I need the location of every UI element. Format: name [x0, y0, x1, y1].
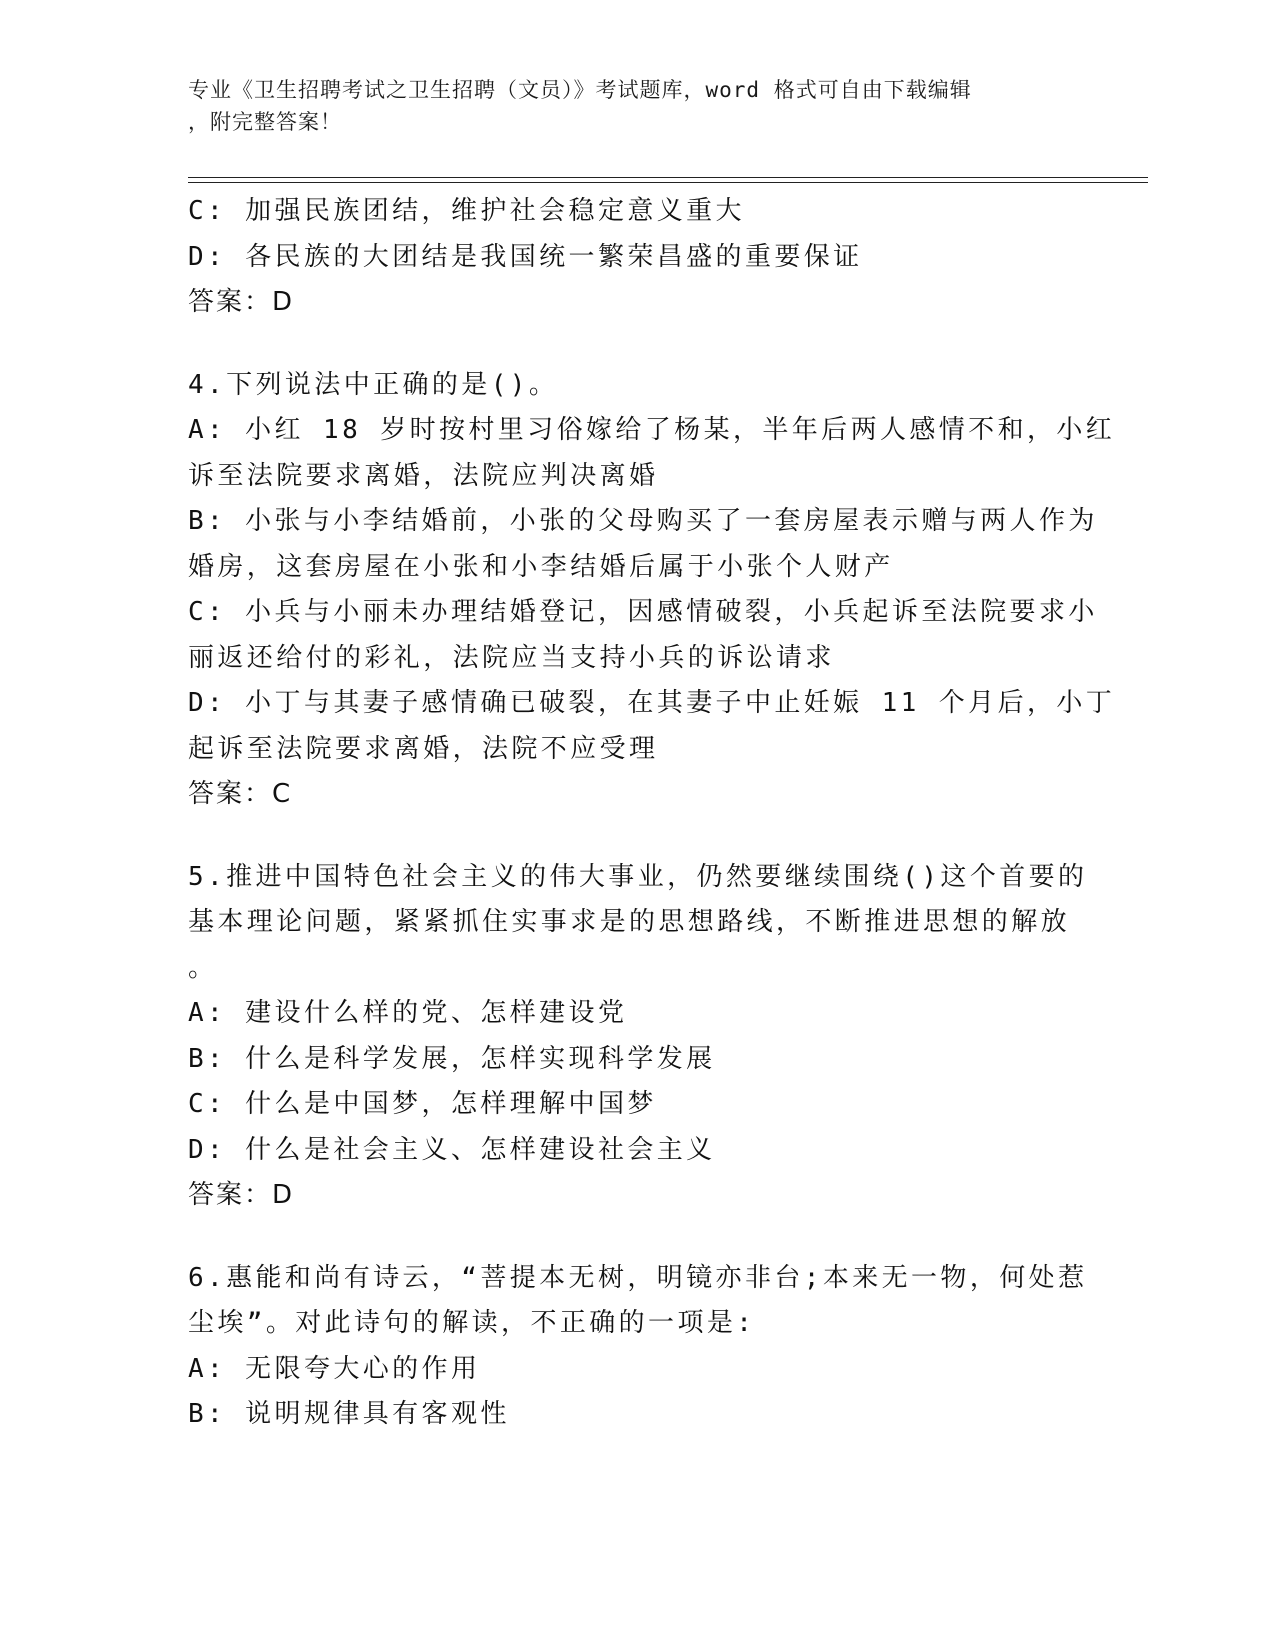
answer-line: 答案：D	[188, 1180, 295, 1210]
question-block-6	[188, 1256, 1088, 1438]
question-stem-end: 。	[188, 952, 218, 983]
option-d: D: 小丁与其妻子感情确已破裂，在其妻子中止妊娠 11 个月后，小丁	[188, 688, 1116, 718]
question-block-5	[188, 855, 1088, 1219]
spacer	[188, 1219, 1068, 1256]
spacer	[188, 326, 1068, 363]
answer-line: 答案：C	[188, 779, 293, 809]
answer-line: 答案：D	[188, 287, 295, 317]
option-c: C: 小兵与小丽未办理结婚登记，因感情破裂，小兵起诉至法院要求小	[188, 597, 1098, 627]
document-header	[188, 74, 1088, 138]
option-a-continued: 诉至法院要求离婚，法院应判决离婚	[188, 460, 659, 491]
option-d-continued: 起诉至法院要求离婚，法院不应受理	[188, 733, 659, 764]
option-c: C: 什么是中国梦，怎样理解中国梦	[188, 1089, 657, 1119]
question-stem: 4.下列说法中正确的是()。	[188, 369, 559, 400]
option-b: B: 什么是科学发展，怎样实现科学发展	[188, 1043, 716, 1074]
question-stem-continued: 尘埃”。对此诗句的解读，不正确的一项是:	[188, 1308, 756, 1338]
option-d: D: 什么是社会主义、怎样建设社会主义	[188, 1134, 716, 1165]
question-stem: 6.惠能和尚有诗云，“菩提本无树，明镜亦非台;本来无一物，何处惹	[188, 1262, 1088, 1293]
option-a: A: 建设什么样的党、怎样建设党	[188, 998, 628, 1028]
question-block-3-tail	[188, 189, 1068, 326]
option-a: A: 小红 18 岁时按村里习俗嫁给了杨某，半年后两人感情不和，小红	[188, 415, 1116, 445]
option-a: A: 无限夸大心的作用	[188, 1353, 481, 1384]
option-b: B: 小张与小李结婚前，小张的父母购买了一套房屋表示赠与两人作为	[188, 506, 1098, 536]
header-rule-top	[188, 177, 1148, 178]
option-c-continued: 丽返还给付的彩礼，法院应当支持小兵的诉讼请求	[188, 642, 835, 673]
option-c: C: 加强民族团结，维护社会稳定意义重大	[188, 196, 745, 226]
header-line-2: ，附完整答案！	[188, 110, 342, 134]
header-rule-bottom	[188, 182, 1148, 183]
option-b: B: 说明规律具有客观性	[188, 1399, 510, 1429]
option-d: D: 各民族的大团结是我国统一繁荣昌盛的重要保证	[188, 241, 863, 272]
option-b-continued: 婚房，这套房屋在小张和小李结婚后属于小张个人财产	[188, 551, 894, 582]
question-block-4	[188, 363, 1116, 818]
question-stem-continued: 基本理论问题，紧紧抓住实事求是的思想路线，不断推进思想的解放	[188, 907, 1071, 937]
spacer	[188, 818, 1068, 855]
document-body	[188, 189, 1116, 1438]
header-line-1: 专业《卫生招聘考试之卫生招聘（文员）》考试题库，word 格式可自由下载编辑	[188, 78, 972, 102]
question-stem: 5.推进中国特色社会主义的伟大事业，仍然要继续围绕()这个首要的	[188, 861, 1088, 892]
